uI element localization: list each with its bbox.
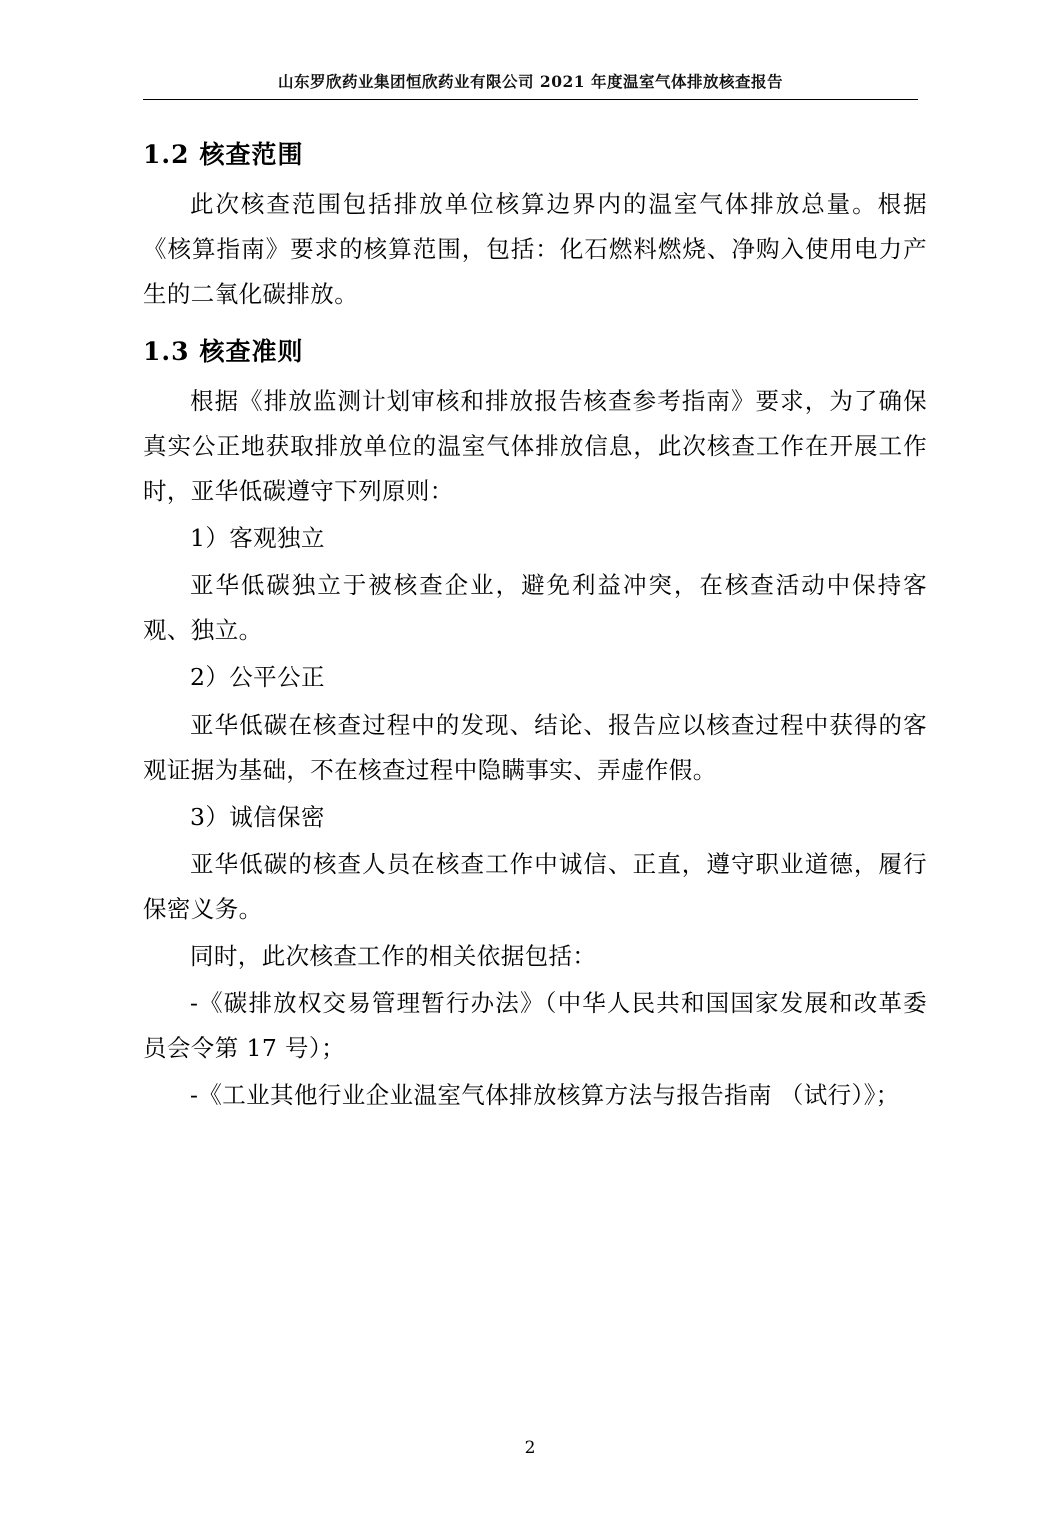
reference-item: -《碳排放权交易管理暂行办法》（中华人民共和国国家发展和改革委员会令第 17 号）；: [143, 989, 927, 1063]
section-title: 核查准则: [199, 337, 304, 367]
paragraph: 根据《排放监测计划审核和排放报告核查参考指南》要求，为了确保真实公正地获取排放单位的温室气体排放信息，此次核查工作在开展工作时，亚华低碳遵守下列原则：: [143, 386, 927, 506]
page-body: [143, 120, 927, 1121]
paragraph: 亚华低碳的核查人员在核查工作中诚信、正直，遵守职业道德，履行保密义务。: [143, 849, 927, 924]
paragraph: 2）公平公正: [190, 663, 325, 692]
paragraph: 亚华低碳独立于被核查企业，避免利益冲突，在核查活动中保持客观、独立。: [143, 571, 927, 645]
paragraph: 亚华低碳在核查过程中的发现、结论、报告应以核查过程中获得的客观证据为基础，不在核查过程中隐瞒事实、弄虚作假。: [143, 710, 927, 784]
paragraph: 1）客观独立: [190, 524, 325, 553]
header-divider: [143, 99, 918, 100]
section-heading-1-2: [143, 138, 927, 172]
running-title: 山东罗欣药业集团恒欣药业有限公司 2021 年度温室气体排放核查报告: [278, 72, 783, 91]
section-number: 1.3: [143, 337, 190, 367]
paragraph: 此次核查范围包括排放单位核算边界内的温室气体排放总量。根据《核算指南》要求的核算范围，包括：化石燃料燃烧、净购入使用电力产生的二氧化碳排放。: [143, 189, 927, 308]
paragraph: 3）诚信保密: [190, 802, 325, 831]
reference-item: -《工业其他行业企业温室气体排放核算方法与报告指南 （试行）》；: [190, 1081, 900, 1110]
section-number: 1.2: [143, 140, 190, 169]
paragraph: 同时，此次核查工作的相关依据包括：: [190, 942, 597, 971]
page-number: 2: [524, 1438, 536, 1458]
section-heading-1-3: [143, 335, 927, 369]
page-header: [143, 70, 918, 100]
page-footer: [0, 1438, 1060, 1458]
section-title: 核查范围: [199, 140, 304, 169]
